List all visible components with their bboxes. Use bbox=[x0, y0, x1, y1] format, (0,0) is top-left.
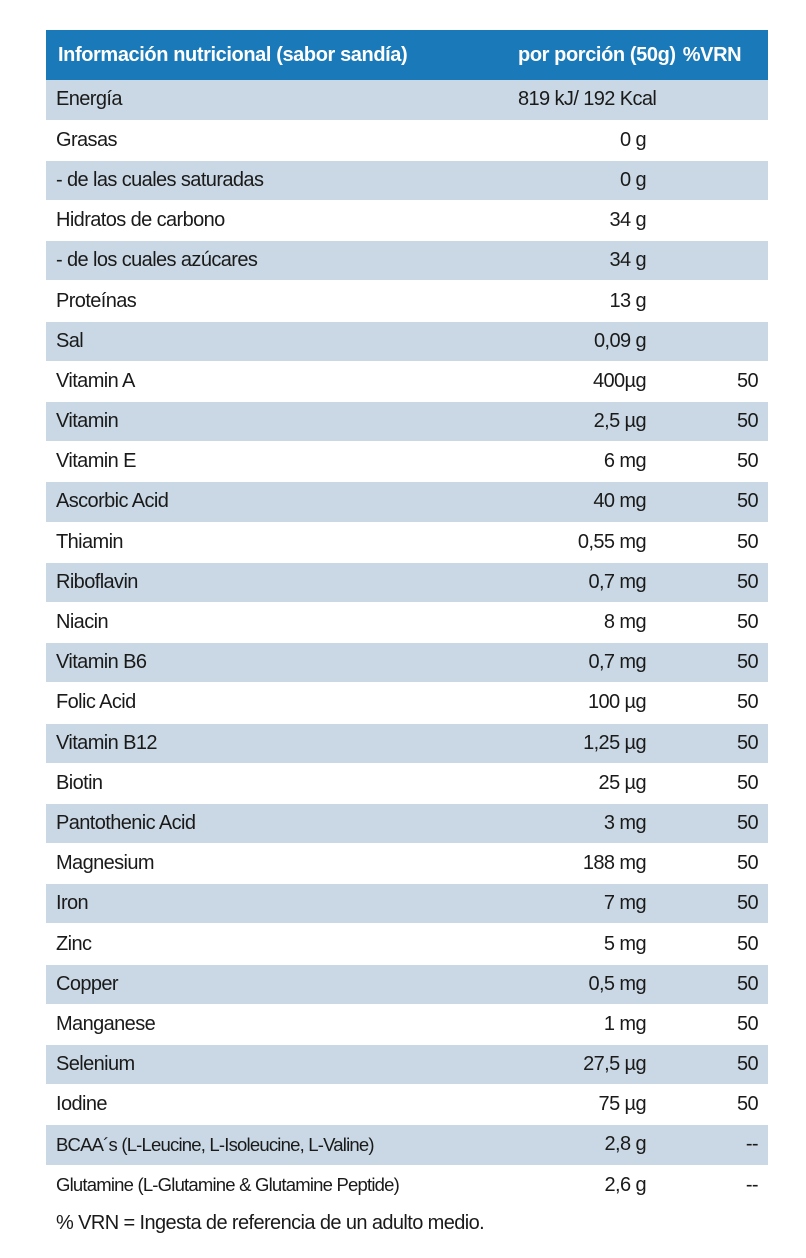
nutrient-amount: 34 g bbox=[518, 201, 660, 241]
nutrient-vrn: 50 bbox=[660, 643, 768, 683]
table-row bbox=[46, 80, 768, 120]
nutrient-amount: 3 mg bbox=[518, 803, 660, 843]
table-row bbox=[46, 803, 768, 843]
nutrient-amount: 40 mg bbox=[518, 482, 660, 522]
table-row bbox=[46, 321, 768, 361]
nutrient-amount: 25 µg bbox=[518, 763, 660, 803]
nutrient-vrn: 50 bbox=[660, 361, 768, 401]
nutrient-amount: 0,55 mg bbox=[518, 522, 660, 562]
table-row bbox=[46, 442, 768, 482]
nutrient-vrn: 50 bbox=[660, 442, 768, 482]
nutrient-name: Energía bbox=[46, 80, 518, 120]
nutrient-name: Manganese bbox=[46, 1004, 518, 1044]
nutrient-amount: 6 mg bbox=[518, 442, 660, 482]
table-row bbox=[46, 281, 768, 321]
nutrient-amount: 7 mg bbox=[518, 884, 660, 924]
nutrient-name: Vitamin B6 bbox=[46, 643, 518, 683]
nutrient-name: Biotin bbox=[46, 763, 518, 803]
nutrient-name: Niacin bbox=[46, 602, 518, 642]
table-row bbox=[46, 964, 768, 1004]
nutrient-amount: 0,5 mg bbox=[518, 964, 660, 1004]
nutrient-vrn: 50 bbox=[660, 924, 768, 964]
nutrient-vrn: -- bbox=[660, 1125, 768, 1165]
nutrient-name: Riboflavin bbox=[46, 562, 518, 602]
nutrient-name: Zinc bbox=[46, 924, 518, 964]
nutrient-amount: 1 mg bbox=[518, 1004, 660, 1044]
nutrient-vrn: 50 bbox=[660, 482, 768, 522]
nutrient-vrn: 50 bbox=[660, 803, 768, 843]
nutrient-vrn: 50 bbox=[660, 562, 768, 602]
nutrient-vrn: 50 bbox=[660, 1085, 768, 1125]
nutrient-amount: 2,6 g bbox=[518, 1165, 660, 1205]
table-row bbox=[46, 120, 768, 160]
nutrient-vrn bbox=[660, 281, 768, 321]
nutrient-amount: 27,5 µg bbox=[518, 1045, 660, 1085]
nutrient-vrn: 50 bbox=[660, 884, 768, 924]
table-row bbox=[46, 361, 768, 401]
table-row bbox=[46, 160, 768, 200]
nutrient-amount: 100 µg bbox=[518, 683, 660, 723]
table-row bbox=[46, 643, 768, 683]
table-row bbox=[46, 1045, 768, 1085]
table-row bbox=[46, 241, 768, 281]
nutrient-vrn: 50 bbox=[660, 683, 768, 723]
nutrient-amount: 188 mg bbox=[518, 844, 660, 884]
table-row bbox=[46, 884, 768, 924]
nutrient-amount: 0 g bbox=[518, 160, 660, 200]
table-row bbox=[46, 402, 768, 442]
nutrient-vrn: 50 bbox=[660, 763, 768, 803]
nutrient-name: Glutamine (L-Glutamine & Glutamine Peptide) bbox=[46, 1165, 518, 1205]
header-nutrition-info: Información nutricional (sabor sandía) bbox=[58, 43, 408, 66]
table-row bbox=[46, 562, 768, 602]
table-row bbox=[46, 723, 768, 763]
nutrient-amount: 8 mg bbox=[518, 602, 660, 642]
nutrient-vrn: 50 bbox=[660, 602, 768, 642]
table-row bbox=[46, 1165, 768, 1205]
nutrient-name: Copper bbox=[46, 964, 518, 1004]
table-row bbox=[46, 1004, 768, 1044]
table-row bbox=[46, 522, 768, 562]
nutrition-rows bbox=[46, 80, 768, 1205]
nutrient-name: Iodine bbox=[46, 1085, 518, 1125]
nutrient-amount: 819 kJ/ 192 Kcal bbox=[518, 80, 660, 120]
table-row bbox=[46, 763, 768, 803]
nutrient-vrn bbox=[660, 201, 768, 241]
nutrient-vrn: 50 bbox=[660, 402, 768, 442]
nutrient-amount: 5 mg bbox=[518, 924, 660, 964]
nutrient-name: Selenium bbox=[46, 1045, 518, 1085]
table-row bbox=[46, 602, 768, 642]
table-header-row bbox=[46, 30, 768, 80]
nutrient-vrn: 50 bbox=[660, 964, 768, 1004]
nutrient-amount: 2,8 g bbox=[518, 1125, 660, 1165]
table-row bbox=[46, 844, 768, 884]
nutrient-name: Iron bbox=[46, 884, 518, 924]
nutrient-amount: 0,7 mg bbox=[518, 562, 660, 602]
nutrient-amount: 1,25 µg bbox=[518, 723, 660, 763]
nutrient-name: Folic Acid bbox=[46, 683, 518, 723]
nutrient-vrn bbox=[660, 160, 768, 200]
nutrient-name: Vitamin bbox=[46, 402, 518, 442]
nutrient-name: Thiamin bbox=[46, 522, 518, 562]
nutrient-amount: 2,5 µg bbox=[518, 402, 660, 442]
nutrient-vrn: 50 bbox=[660, 1004, 768, 1044]
nutrient-name: Hidratos de carbono bbox=[46, 201, 518, 241]
nutrient-name: Grasas bbox=[46, 120, 518, 160]
nutrient-vrn: 50 bbox=[660, 1045, 768, 1085]
nutrient-vrn bbox=[660, 120, 768, 160]
nutrient-amount: 0,09 g bbox=[518, 321, 660, 361]
table-row bbox=[46, 482, 768, 522]
nutrient-name: Ascorbic Acid bbox=[46, 482, 518, 522]
nutrient-vrn: 50 bbox=[660, 723, 768, 763]
nutrient-vrn bbox=[660, 241, 768, 281]
vrn-footnote: % VRN = Ingesta de referencia de un adulto medio. bbox=[56, 1212, 485, 1234]
table-row bbox=[46, 201, 768, 241]
nutrient-name: BCAA´s (L-Leucine, L-Isoleucine, L-Valine) bbox=[46, 1125, 518, 1165]
nutrient-vrn: 50 bbox=[660, 844, 768, 884]
nutrient-name: Magnesium bbox=[46, 844, 518, 884]
table-row bbox=[46, 1125, 768, 1165]
table-row bbox=[46, 1085, 768, 1125]
nutrient-vrn: -- bbox=[660, 1165, 768, 1205]
nutrient-name: - de los cuales azúcares bbox=[46, 241, 518, 281]
header-per-serving: por porción (50g) bbox=[518, 43, 676, 66]
nutrition-table bbox=[46, 30, 768, 1206]
nutrient-amount: 0,7 mg bbox=[518, 643, 660, 683]
nutrient-name: Vitamin B12 bbox=[46, 723, 518, 763]
nutrient-amount: 0 g bbox=[518, 120, 660, 160]
nutrient-vrn bbox=[660, 80, 768, 120]
table-row bbox=[46, 924, 768, 964]
header-vrn: %VRN bbox=[682, 43, 742, 66]
nutrient-vrn: 50 bbox=[660, 522, 768, 562]
nutrient-amount: 13 g bbox=[518, 281, 660, 321]
nutrient-amount: 34 g bbox=[518, 241, 660, 281]
nutrient-name: - de las cuales saturadas bbox=[46, 160, 518, 200]
nutrient-name: Vitamin A bbox=[46, 361, 518, 401]
nutrient-name: Proteínas bbox=[46, 281, 518, 321]
nutrient-amount: 400µg bbox=[518, 361, 660, 401]
nutrient-amount: 75 µg bbox=[518, 1085, 660, 1125]
table-row bbox=[46, 683, 768, 723]
nutrient-vrn bbox=[660, 321, 768, 361]
nutrient-name: Vitamin E bbox=[46, 442, 518, 482]
nutrient-name: Pantothenic Acid bbox=[46, 803, 518, 843]
nutrition-table-container bbox=[46, 30, 768, 1206]
nutrient-name: Sal bbox=[46, 321, 518, 361]
